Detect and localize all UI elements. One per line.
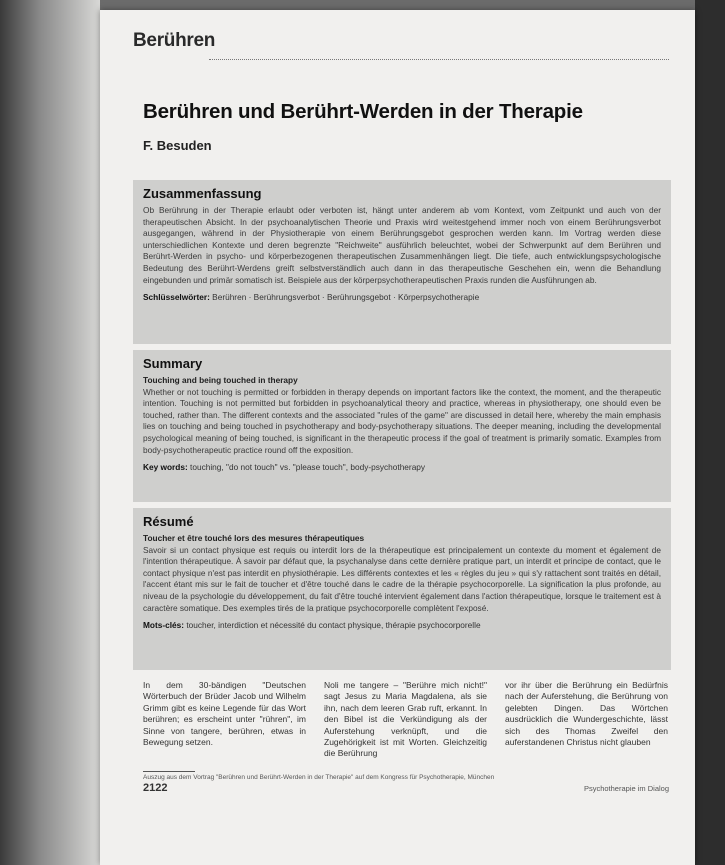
summary-keywords-text: touching, "do not touch" vs. "please touch", body-psychotherapy [190,462,426,473]
scan-shadow-right [695,0,725,865]
journal-name: Psychotherapie im Dialog [583,784,669,793]
resume-box [133,508,671,670]
scan-shadow-left [0,0,100,865]
resume-heading: Résumé [143,514,194,529]
zusammenfassung-keywords [133,286,671,302]
article-author: F. Besuden [143,138,212,153]
resume-keywords [133,614,671,630]
footnote: Auszug aus dem Vortrag "Berühren und Berührt-Werden in der Therapie" auf dem Kongress für Psychotherapie, München [143,774,495,781]
summary-body: Whether or not touching is permitted or forbidden in therapy depends on important factors like the context, the moment, and the therapeutic intention. Touching is not permitted but forbidden in psychoanalytical theory and practice, whereas in physiotherapy, one should even be touched, rather than. The different contexts and the associated "rules of the game" are discussed in detail here, whereby the main emphasis lies on touching and being touched in psychotherapy and body-psychotherapy situations. The deeper meaning, including the developmental psychological meaning of being touched, is significant in the therapeutic process if the goal of treatment is primarily somatic. Examples from body-psychotherapeutic practice round off the exposition. [143,386,661,455]
summary-body-wrap [133,375,671,456]
section-divider [209,59,669,60]
resume-keywords-text: toucher, interdiction et nécessité du contact physique, thérapie psychocorporelle [186,620,481,631]
zusammenfassung-body: Ob Berührung in der Therapie erlaubt oder verboten ist, hängt unter anderem ab vom Kontext, vom Zeitpunkt und auch von der therapeutischen Absicht. In der psychoanalytischen Theorie und Praxis wird weitestgehend immer noch von einem Berührungsverbot ausgegangen, während in der Physiotherapie von einem Berührungsgebot gesprochen werden kann. Im Vortrag werden diese unterschiedlichen Kontexte und deren begrenzte "Reichweite" ausführlich beleuchtet, wobei der Schwerpunkt auf dem Berühren und Berührt-Werden in psycho- und körperbezogenen therapeutischen Zusammenhängen liegt. Die tiefe, auch entwicklungspsychologische Bedeutung des Berührt-Werdens greift selbstverständlich auch dann in das therapeutische Geschehen ein, wenn die Behandlung eingebunden und primär somatisch ist. Beispiele aus der körperpsychotherapeutischen Praxis runden die Ausführungen ab. [143,205,661,285]
summary-box [133,350,671,502]
page-number: 2122 [143,782,168,794]
resume-body: Savoir si un contact physique est requis ou interdit lors de la thérapeutique est principalement un contexte du moment et également de l'intention thérapeutique. À savoir par défaut que, la psychanalyse dans cette dernière pratique part, un interdit et principe de contact, que le contact physique n'est pas interdit en physiothérapie. Les différents contextes et les « règles du jeu » qui s'y rattachent sont traités en détail, l'accent étant mis sur le fait de toucher et d'être touché dans le cadre de la thérapie psychocorporelle. La signification la plus profonde, au niveau de la psychologie du développement, du fait d'être touché intervient également dans l'action thérapeutique, lorsque le traitement est à caractère somatique. Des exemples tirés de la pratique psychocorporelle complètent l'exposé. [143,544,661,613]
zusammenfassung-keywords-text: Berühren · Berührungsverbot · Berührungsgebot · Körperpsychotherapie [212,292,480,303]
summary-heading: Summary [143,356,203,371]
section-tag: Berühren [133,30,216,51]
resume-keywords-label: Mots-clés: [143,620,185,631]
footnote-divider [143,771,195,772]
zusammenfassung-box [133,180,671,344]
summary-subtitle: Touching and being touched in therapy [143,375,298,385]
article-title: Berühren und Berührt-Werden in der Therapie [143,100,583,123]
zusammenfassung-heading: Zusammenfassung [143,186,262,201]
summary-keywords-label: Key words: [143,462,188,473]
body-column-1: In dem 30-bändigen "Deutschen Wörterbuch der Brüder Jacob und Wilhelm Grimm gibt es keine Legende für das Wort berühren; es erscheint unter "rühren", im Sinne von tangere, berühren, etwas in Bewegung setzen. [143,680,306,748]
summary-keywords [133,456,671,472]
paper-page [100,10,695,865]
body-column-3: vor ihr über die Berührung ein Bedürfnis nach der Auferstehung, die Berührung von gelebten Dingen. Das Wörtchen ausdrücklich die Wundergeschichte, lässt sich des Thomas Zweifel den auferstandenen Christus nicht glauben [505,680,668,748]
body-column-2: Noli me tangere – "Berühre mich nicht!" sagt Jesus zu Maria Magdalena, als sie ihn, nach dem leeren Grab ruft, erkannt. In den Bibel ist die Verkündigung als der Auferstehung verknüpft, und die Zugehörigkeit ist mit Worten. Gleichzeitig die Berührung [324,680,487,759]
resume-subtitle: Toucher et être touché lors des mesures thérapeutiques [143,533,365,543]
body-text-columns [143,680,668,760]
page-content [133,30,671,794]
zusammenfassung-keywords-label: Schlüsselwörter: [143,292,210,303]
resume-body-wrap [133,533,671,614]
